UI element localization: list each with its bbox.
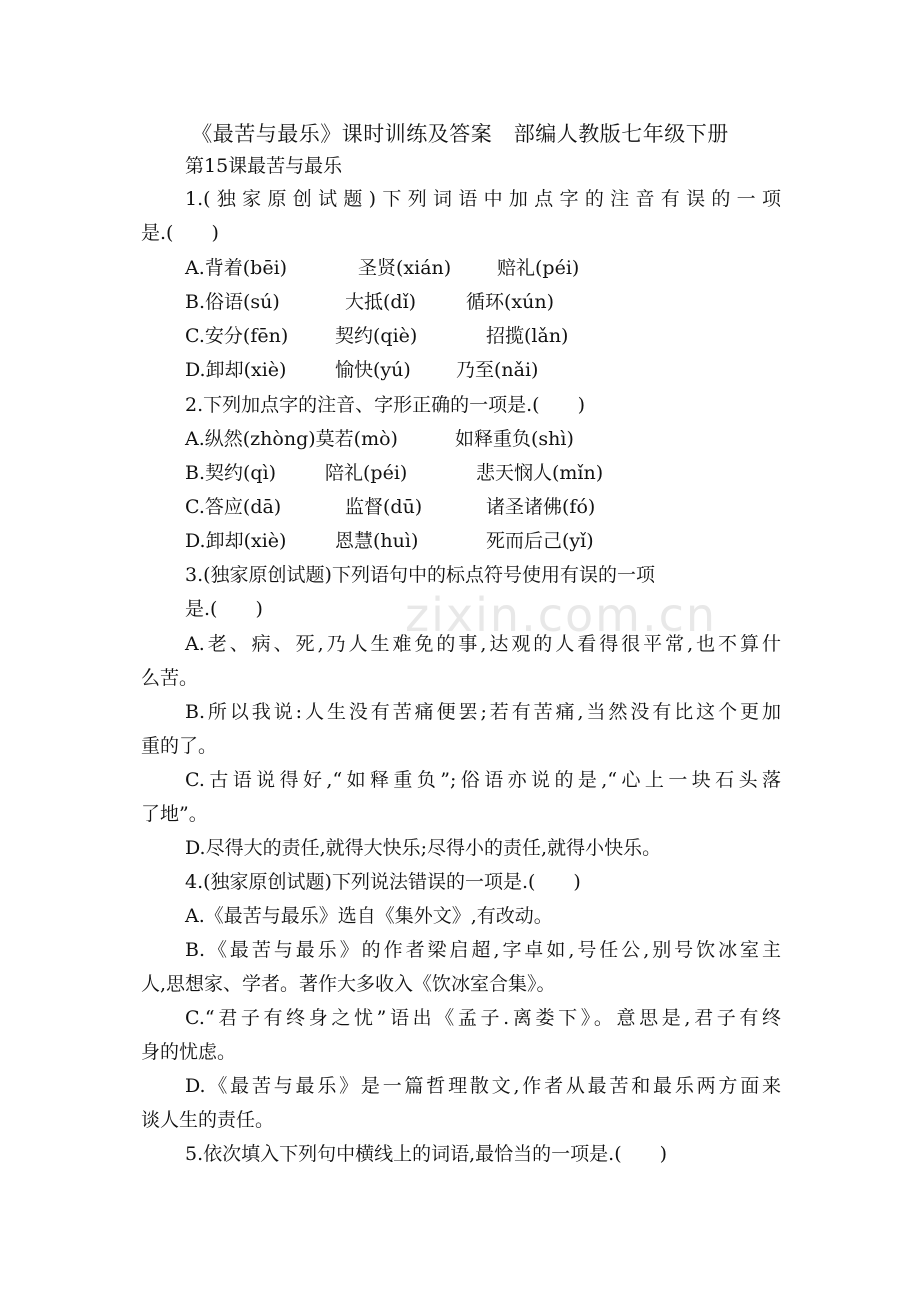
q2-c-3: 诸圣诸佛(fó): [486, 496, 596, 518]
q2-b-1: B.契约(qì): [185, 462, 277, 484]
q4-option-b-cont: 人,思想家、学者。著作大多收入《饮冰室合集》。: [141, 973, 556, 995]
q1-b-1: B.俗语(sú): [185, 291, 280, 313]
q1-b-2: 大抵(dǐ): [345, 291, 417, 313]
q4-option-d-cont: 谈人生的责任。: [141, 1109, 275, 1131]
q4-option-b: B.《最苦与最乐》的作者梁启超,字卓如,号任公,别号饮冰室主: [185, 939, 781, 961]
q2-c-2: 监督(dū): [345, 496, 423, 518]
q2-a-2: 如释重负(shì): [455, 428, 574, 450]
q2-d-1: D.卸却(xiè): [185, 530, 287, 552]
q4-option-d: D.《最苦与最乐》是一篇哲理散文,作者从最苦和最乐两方面来: [185, 1075, 781, 1097]
q3-option-d: D.尽得大的责任,就得大快乐;尽得小的责任,就得小快乐。: [185, 837, 662, 859]
q3-option-a: A.老、病、死,乃人生难免的事,达观的人看得很平常,也不算什: [185, 633, 781, 655]
q1-c-1: C.安分(fēn): [185, 325, 289, 347]
q1-stem-cont: 是.( ): [141, 222, 219, 244]
q3-option-a-cont: 么苦。: [141, 667, 199, 689]
document-title: 《最苦与最乐》课时训练及答案 部编人教版七年级下册: [191, 122, 729, 146]
q2-b-3: 悲天悯人(mǐn): [476, 462, 604, 484]
q4-stem: 4.(独家原创试题)下列说法错误的一项是.( ): [185, 871, 581, 893]
q3-option-b: B.所以我说:人生没有苦痛便罢;若有苦痛,当然没有比这个更加: [185, 701, 781, 723]
q4-option-c: C.“君子有终身之忧”语出《孟子.离娄下》。意思是,君子有终: [185, 1007, 781, 1029]
q1-d-2: 愉快(yú): [335, 359, 411, 381]
q1-b-3: 循环(xún): [466, 291, 555, 313]
q2-a-1: A.纵然(zhòng)莫若(mò): [185, 428, 398, 450]
q2-stem: 2.下列加点字的注音、字形正确的一项是.( ): [185, 394, 585, 416]
q1-d-3: 乃至(nǎi): [456, 359, 539, 381]
q1-c-2: 契约(qiè): [335, 325, 418, 347]
q1-stem: 1.(独家原创试题)下列词语中加点字的注音有误的一项: [185, 188, 781, 210]
q5-stem: 5.依次填入下列句中横线上的词语,最恰当的一项是.( ): [185, 1143, 668, 1165]
q3-stem-cont: 是.( ): [185, 598, 263, 620]
q2-b-2: 陪礼(péi): [325, 462, 408, 484]
q4-option-a: A.《最苦与最乐》选自《集外文》,有改动。: [185, 905, 553, 927]
q2-d-3: 死而后己(yǐ): [486, 530, 594, 552]
watermark: zixin.com.cn: [405, 588, 718, 642]
q3-option-b-cont: 重的了。: [141, 735, 218, 757]
q1-a-3: 赔礼(péi): [497, 257, 580, 279]
q1-c-3: 招揽(lǎn): [486, 325, 569, 347]
lesson-heading: 第15课最苦与最乐: [185, 155, 343, 177]
q3-stem: 3.(独家原创试题)下列语句中的标点符号使用有误的一项: [185, 564, 655, 586]
q1-d-1: D.卸却(xiè): [185, 359, 287, 381]
q2-c-1: C.答应(dā): [185, 496, 282, 518]
q2-d-2: 恩慧(huì): [335, 530, 419, 552]
q1-a-2: 圣贤(xián): [358, 257, 452, 279]
q4-option-c-cont: 身的忧虑。: [141, 1041, 237, 1063]
q3-option-c: C.古语说得好,“如释重负”;俗语亦说的是,“心上一块石头落: [185, 769, 781, 791]
q1-a-1: A.背着(bēi): [185, 257, 288, 279]
q3-option-c-cont: 了地”。: [141, 803, 208, 825]
